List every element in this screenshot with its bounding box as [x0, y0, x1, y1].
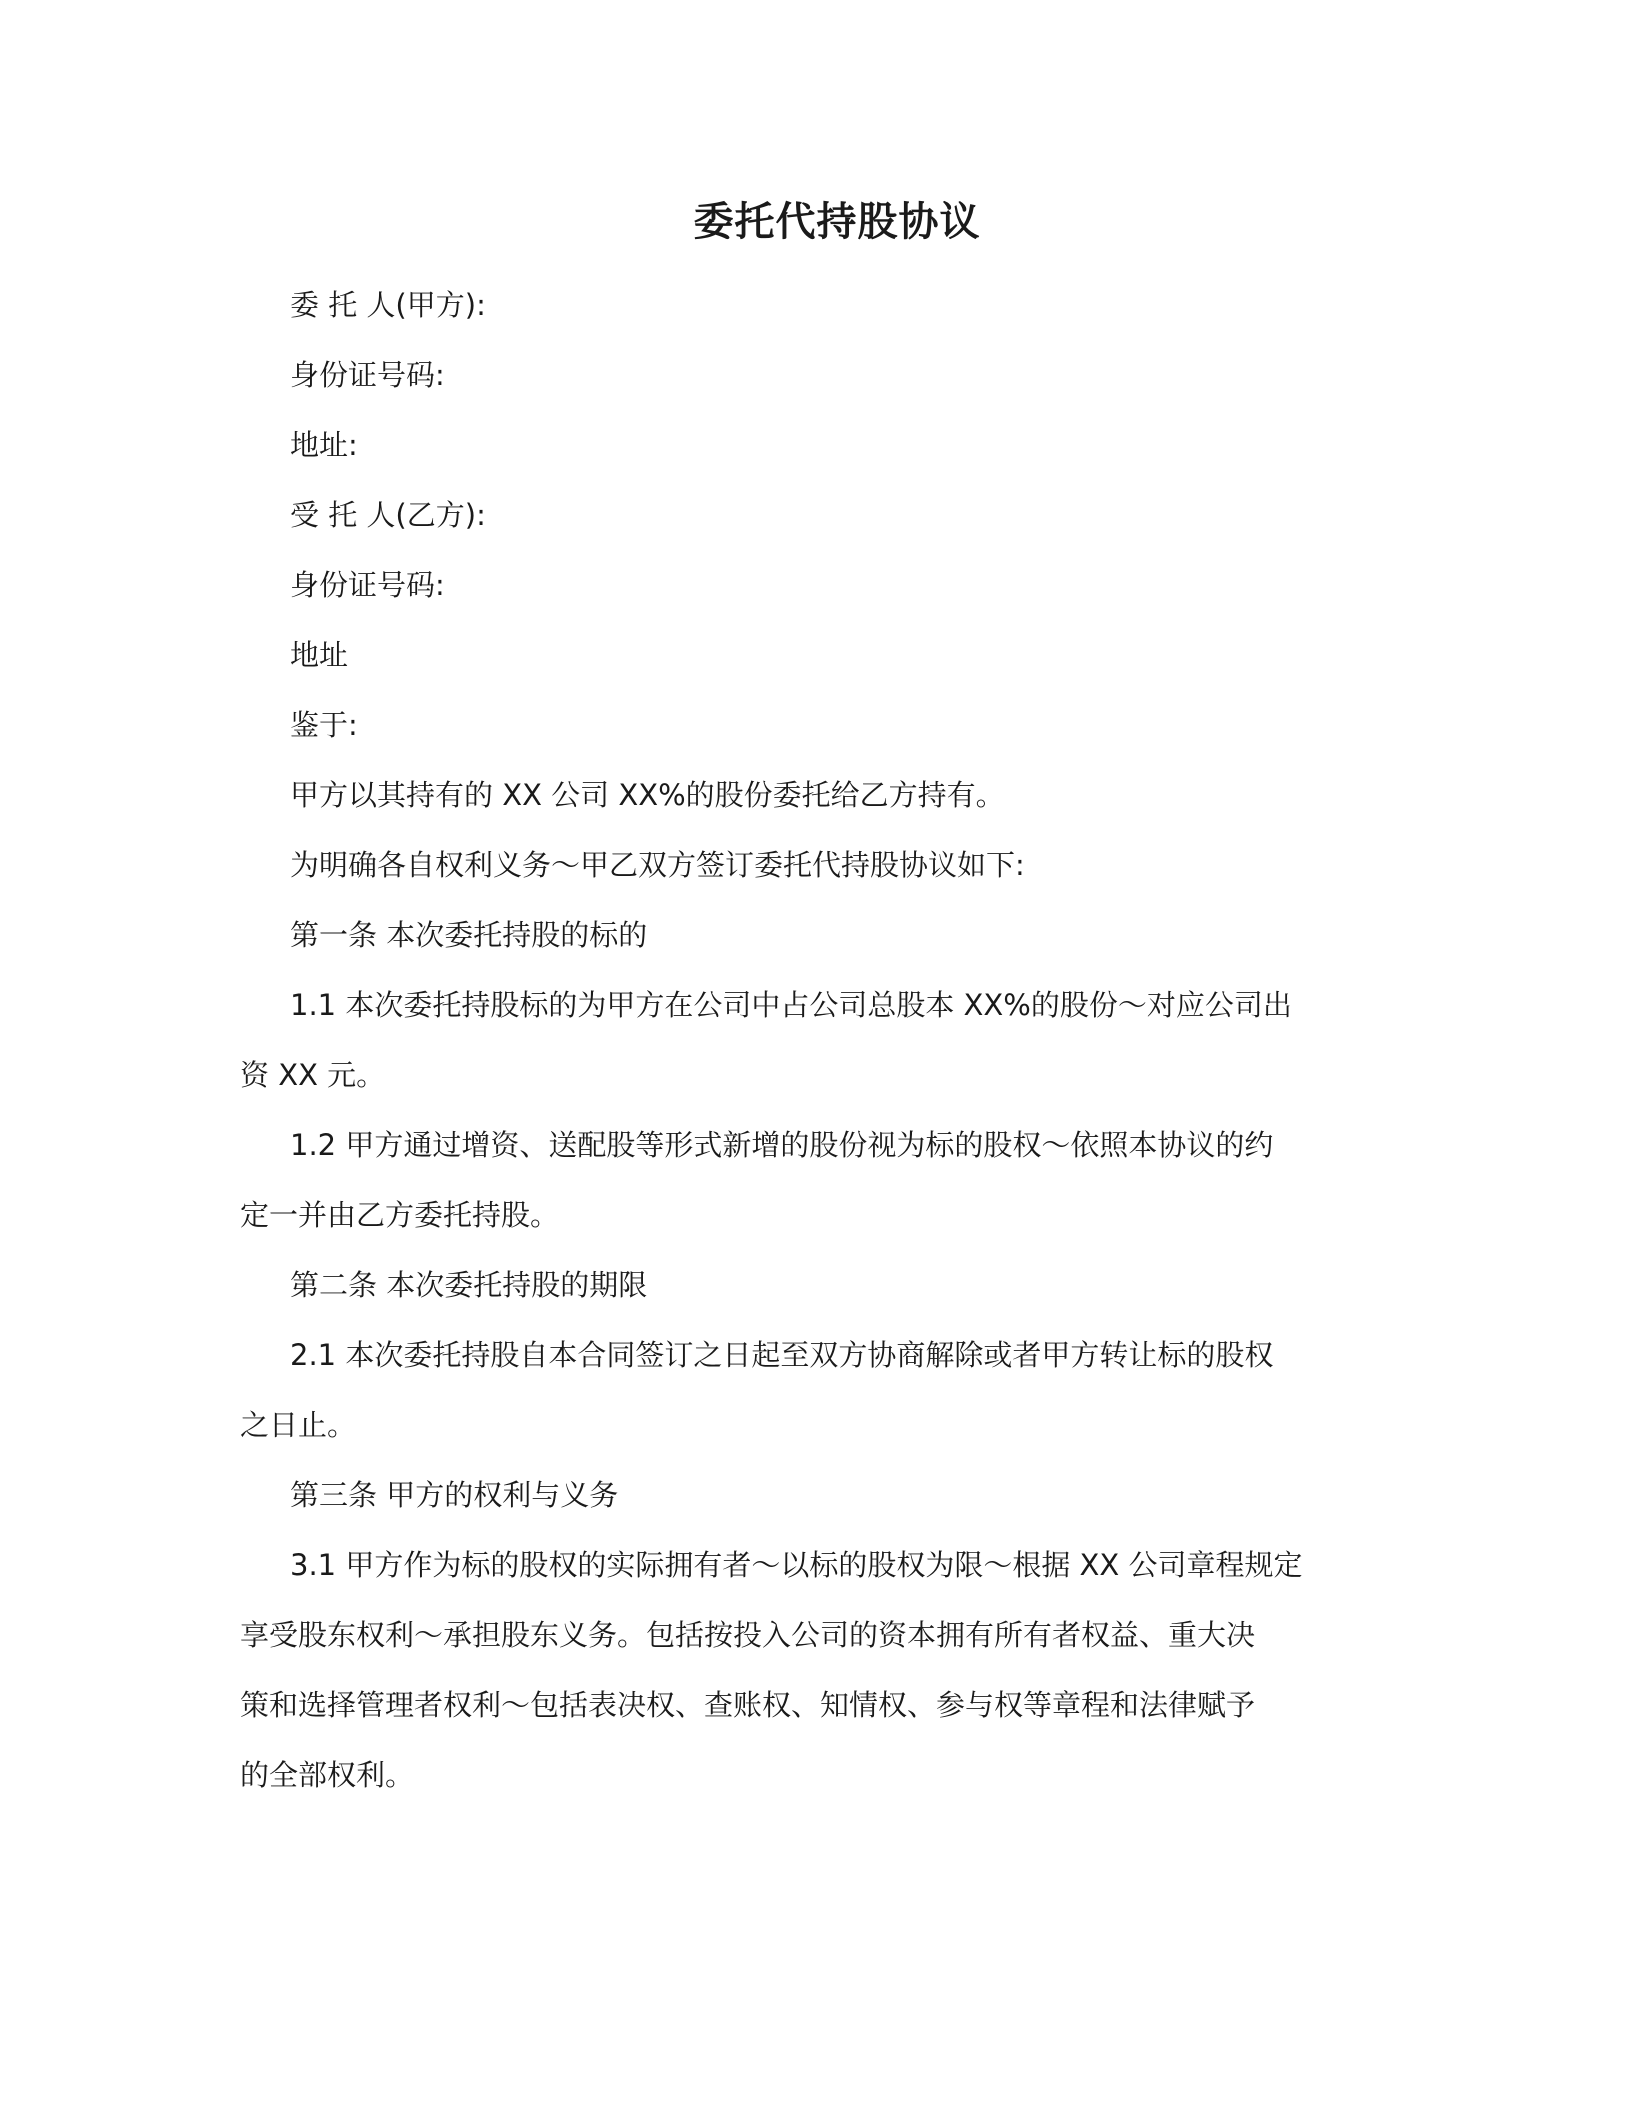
clause-2-1-line-2: 之日止。 [240, 1408, 357, 1442]
document-body [240, 270, 1388, 1810]
clause-3-1-line-1: 3.1 甲方作为标的股权的实际拥有者～以标的股权为限～根据 XX 公司章程规定 [290, 1548, 1303, 1582]
document-title: 委托代持股协议 [693, 199, 981, 245]
trustee-address-label: 地址 [290, 638, 349, 672]
principal-label: 委 托 人(甲方): [290, 288, 486, 322]
clause-1-1-line-2: 资 XX 元。 [240, 1058, 386, 1092]
clause-3-1-line-4: 的全部权利。 [240, 1758, 415, 1792]
trustee-id-label: 身份证号码: [290, 568, 445, 602]
principal-id-label: 身份证号码: [290, 358, 445, 392]
trustee-label: 受 托 人(乙方): [290, 498, 486, 532]
agreement-intro: 为明确各自权利义务～甲乙双方签订委托代持股协议如下: [290, 848, 1025, 882]
whereas-label: 鉴于: [290, 708, 358, 742]
clause-3-1-line-3: 策和选择管理者权利～包括表决权、查账权、知情权、参与权等章程和法律赋予 [240, 1688, 1256, 1722]
article-2-heading: 第二条 本次委托持股的期限 [290, 1268, 648, 1302]
clause-1-1-line-1: 1.1 本次委托持股标的为甲方在公司中占公司总股本 XX%的股份～对应公司出 [290, 988, 1292, 1022]
clause-2-1-line-1: 2.1 本次委托持股自本合同签订之日起至双方协商解除或者甲方转让标的股权 [290, 1338, 1274, 1372]
whereas-text: 甲方以其持有的 XX 公司 XX%的股份委托给乙方持有。 [290, 778, 1005, 812]
clause-1-2-line-2: 定一并由乙方委托持股。 [240, 1198, 560, 1232]
clause-1-2-line-1: 1.2 甲方通过增资、送配股等形式新增的股份视为标的股权～依照本协议的约 [290, 1128, 1274, 1162]
clause-3-1-line-2: 享受股东权利～承担股东义务。包括按投入公司的资本拥有所有者权益、重大决 [240, 1618, 1256, 1652]
principal-address-label: 地址: [290, 428, 358, 462]
article-1-heading: 第一条 本次委托持股的标的 [290, 918, 648, 952]
article-3-heading: 第三条 甲方的权利与义务 [290, 1478, 619, 1512]
